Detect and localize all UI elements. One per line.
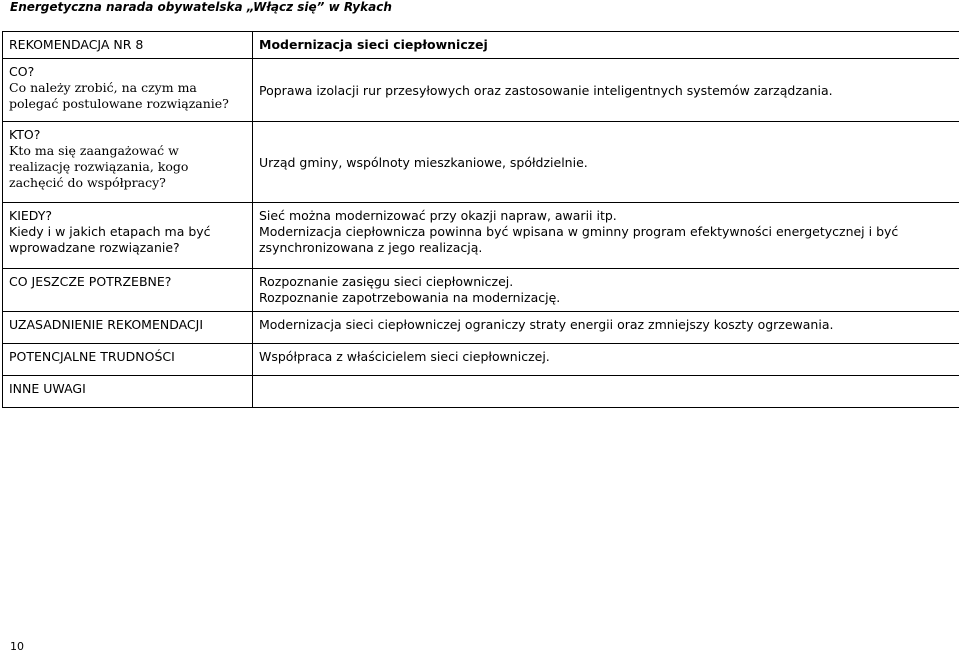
table-row bbox=[3, 59, 959, 122]
table-row bbox=[3, 312, 959, 344]
when-answer-line: zsynchronizowana z jego realizacją. bbox=[259, 240, 483, 255]
other-label-cell bbox=[3, 376, 253, 408]
justification-label-cell bbox=[3, 312, 253, 344]
rec-title-cell bbox=[253, 32, 959, 59]
what-label: CO? bbox=[9, 64, 35, 79]
justification-label: UZASADNIENIE REKOMENDACJI bbox=[9, 317, 204, 332]
justification-answer: Modernizacja sieci ciepłowniczej ograniczy straty energii oraz zmniejszy koszty ogrzewania. bbox=[259, 317, 834, 332]
justification-answer-cell bbox=[253, 312, 959, 344]
who-label: KTO? bbox=[9, 127, 41, 142]
who-question-line: Kto ma się zaangażować w bbox=[9, 143, 179, 158]
needed-answer-line: Rozpoznanie zapotrzebowania na modernizację. bbox=[259, 290, 561, 305]
what-question-line: Co należy zrobić, na czym ma bbox=[9, 80, 197, 95]
what-answer: Poprawa izolacji rur przesyłowych oraz zastosowanie inteligentnych systemów zarządzania. bbox=[259, 82, 833, 98]
what-question-line: polegać postulowane rozwiązanie? bbox=[9, 96, 229, 111]
who-answer: Urząd gminy, wspólnoty mieszkaniowe, spółdzielnie. bbox=[259, 154, 588, 170]
who-answer-cell bbox=[253, 122, 959, 203]
table-row bbox=[3, 32, 959, 59]
recommendation-title: Modernizacja sieci ciepłowniczej bbox=[259, 37, 488, 52]
difficulties-answer: Współpraca z właścicielem sieci ciepłowniczej. bbox=[259, 349, 550, 364]
table-row bbox=[3, 203, 959, 269]
needed-label-cell bbox=[3, 269, 253, 312]
when-answer-line: Modernizacja ciepłownicza powinna być wpisana w gminny program efektywności energetycznej i być bbox=[259, 224, 899, 239]
page-number: 10 bbox=[10, 640, 24, 653]
table-row bbox=[3, 122, 959, 203]
document-header: Energetyczna narada obywatelska „Włącz się” w Rykach bbox=[10, 0, 392, 14]
when-answer-cell bbox=[253, 203, 959, 269]
difficulties-label: POTENCJALNE TRUDNOŚCI bbox=[9, 349, 175, 364]
needed-answer-cell bbox=[253, 269, 959, 312]
difficulties-label-cell bbox=[3, 344, 253, 376]
difficulties-answer-cell bbox=[253, 344, 959, 376]
what-answer-cell bbox=[253, 59, 959, 122]
who-question-line: zachęcić do współpracy? bbox=[9, 175, 166, 190]
rec-label-cell bbox=[3, 32, 253, 59]
when-answer-line: Sieć można modernizować przy okazji napraw, awarii itp. bbox=[259, 208, 617, 223]
table-row bbox=[3, 376, 959, 408]
when-question-line: Kiedy i w jakich etapach ma być bbox=[9, 224, 211, 239]
when-label: KIEDY? bbox=[9, 208, 52, 223]
when-question-line: wprowadzane rozwiązanie? bbox=[9, 240, 180, 255]
table-row bbox=[3, 344, 959, 376]
table-row bbox=[3, 269, 959, 312]
what-label-cell bbox=[3, 59, 253, 122]
when-label-cell bbox=[3, 203, 253, 269]
who-label-cell bbox=[3, 122, 253, 203]
other-answer-cell bbox=[253, 376, 959, 408]
recommendation-table bbox=[2, 31, 959, 408]
who-question-line: realizację rozwiązania, kogo bbox=[9, 159, 189, 174]
other-label: INNE UWAGI bbox=[9, 381, 86, 396]
recommendation-number: REKOMENDACJA NR 8 bbox=[9, 37, 144, 52]
needed-answer-line: Rozpoznanie zasięgu sieci ciepłowniczej. bbox=[259, 274, 514, 289]
needed-label: CO JESZCZE POTRZEBNE? bbox=[9, 274, 172, 289]
